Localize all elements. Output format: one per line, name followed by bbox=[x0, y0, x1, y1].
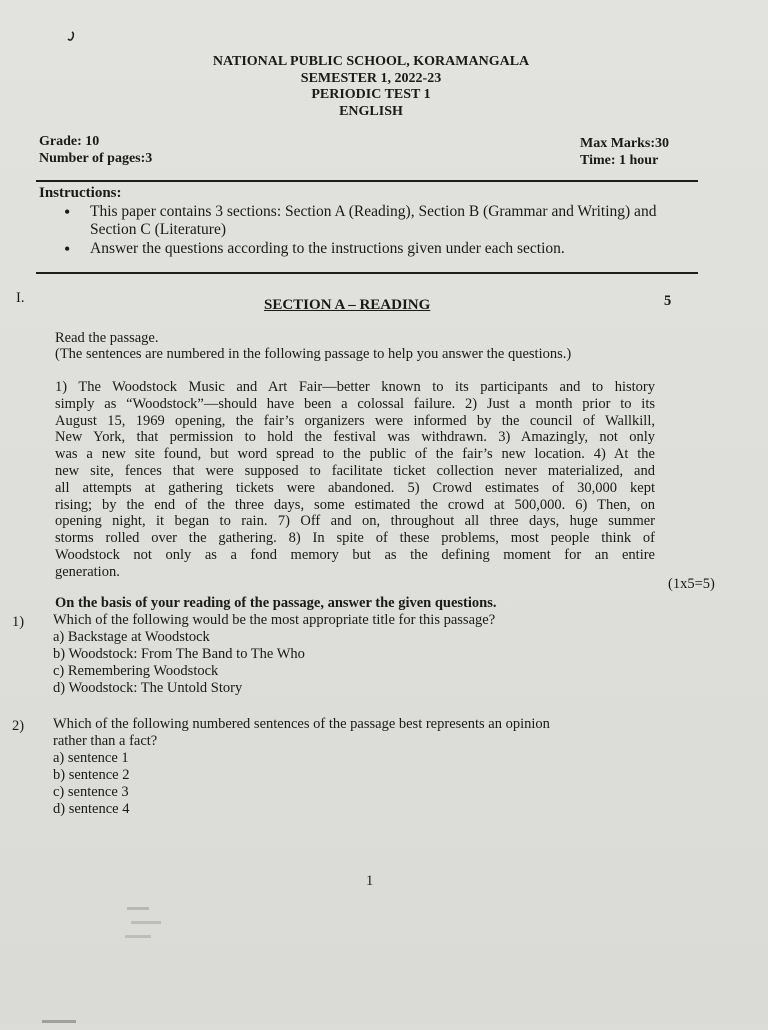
scan-noise-icon bbox=[42, 1012, 82, 1020]
answer-option: b) Woodstock: From The Band to The Who bbox=[53, 646, 305, 662]
scan-noise-icon bbox=[125, 905, 185, 945]
instruction-item: • Answer the questions according to the instructions given under each section. bbox=[60, 240, 680, 258]
answer-option: c) sentence 3 bbox=[53, 784, 129, 800]
section-number: I. bbox=[16, 290, 25, 306]
passage-line: August 15, 1969 opening, the fair’s organizers were informed by the council of Wallkill, bbox=[55, 412, 655, 429]
question-1 bbox=[53, 612, 495, 697]
answer-option: a) sentence 1 bbox=[53, 750, 129, 766]
header-divider bbox=[36, 180, 698, 182]
answer-option: c) Remembering Woodstock bbox=[53, 663, 219, 679]
passage-line: was a new site found, but word spread to the public of the fair’s new location. 4) At the bbox=[55, 446, 655, 463]
passage-intro: Read the passage. bbox=[55, 330, 159, 346]
question-text: Which of the following would be the most appropriate title for this passage? bbox=[53, 612, 496, 628]
passage-line: new site, fences that were supposed to facilitate ticket collection never materialized, and bbox=[55, 462, 655, 479]
question-number: 1) bbox=[12, 614, 25, 630]
pages-label: Number of pages:3 bbox=[39, 151, 153, 166]
passage-note: (The sentences are numbered in the following passage to help you answer the questions.) bbox=[55, 346, 572, 362]
school-name: NATIONAL PUBLIC SCHOOL, KORAMANGALA bbox=[212, 54, 530, 69]
passage-line: storms rolled over the gathering. 8) In spite of these problems, most people think of bbox=[55, 530, 655, 547]
time-label: Time: 1 hour bbox=[580, 153, 659, 168]
passage-line: simply as “Woodstock”—should have been a colossal failure. 2) Just a month prior to its bbox=[55, 395, 655, 412]
questions-heading: On the basis of your reading of the passage, answer the given questions. bbox=[55, 595, 497, 611]
passage-line: 1) The Woodstock Music and Art Fair—better known to its participants and to history bbox=[55, 379, 655, 395]
instructions-list bbox=[60, 203, 680, 259]
passage-line: generation. bbox=[55, 563, 120, 580]
passage-line: Woodstock not only as a fond memory but as the defining moment for an entire bbox=[55, 546, 655, 563]
answer-option: d) sentence 4 bbox=[53, 801, 130, 817]
question-2 bbox=[53, 716, 550, 818]
subject-name: ENGLISH bbox=[339, 103, 403, 119]
question-number: 2) bbox=[12, 718, 25, 734]
answer-option: b) sentence 2 bbox=[53, 767, 130, 783]
answer-option: a) Backstage at Woodstock bbox=[53, 629, 210, 645]
instructions-divider bbox=[36, 272, 698, 274]
passage-line: rising; by the end of the three days, some estimated the crowd at 500,000. 6) Then, on bbox=[55, 496, 655, 513]
marks-scheme: (1x5=5) bbox=[668, 576, 715, 592]
instruction-item: • This paper contains 3 sections: Section A (Reading), Section B (Grammar and Writing) and Section C (Literature) bbox=[60, 203, 680, 239]
answer-option: d) Woodstock: The Untold Story bbox=[53, 680, 243, 696]
passage-line: opening night, it began to rain. 7) Off and on, throughout all three days, huge summer bbox=[55, 513, 655, 530]
scan-mark-icon bbox=[66, 30, 76, 42]
test-name: PERIODIC TEST 1 bbox=[311, 87, 431, 102]
section-title: SECTION A – READING bbox=[264, 297, 431, 313]
max-marks-label: Max Marks:30 bbox=[580, 136, 670, 151]
passage-line: New York, that permission to hold the festival was withdrawn. 3) Amazingly, not only bbox=[55, 429, 655, 446]
grade-label: Grade: 10 bbox=[39, 134, 100, 149]
page-number: 1 bbox=[366, 873, 374, 889]
semester-label: SEMESTER 1, 2022-23 bbox=[300, 70, 442, 86]
exam-header bbox=[0, 54, 740, 120]
section-marks: 5 bbox=[664, 293, 672, 309]
instructions-title: Instructions: bbox=[39, 185, 122, 201]
passage-line: all attempts at gathering tickets were abandoned. 5) Crowd estimates of 30,000 kept bbox=[55, 479, 655, 496]
question-text: Which of the following numbered sentences of the passage best represents an opinion bbox=[53, 716, 550, 732]
question-text: rather than a fact? bbox=[53, 733, 158, 749]
reading-passage bbox=[55, 379, 655, 581]
